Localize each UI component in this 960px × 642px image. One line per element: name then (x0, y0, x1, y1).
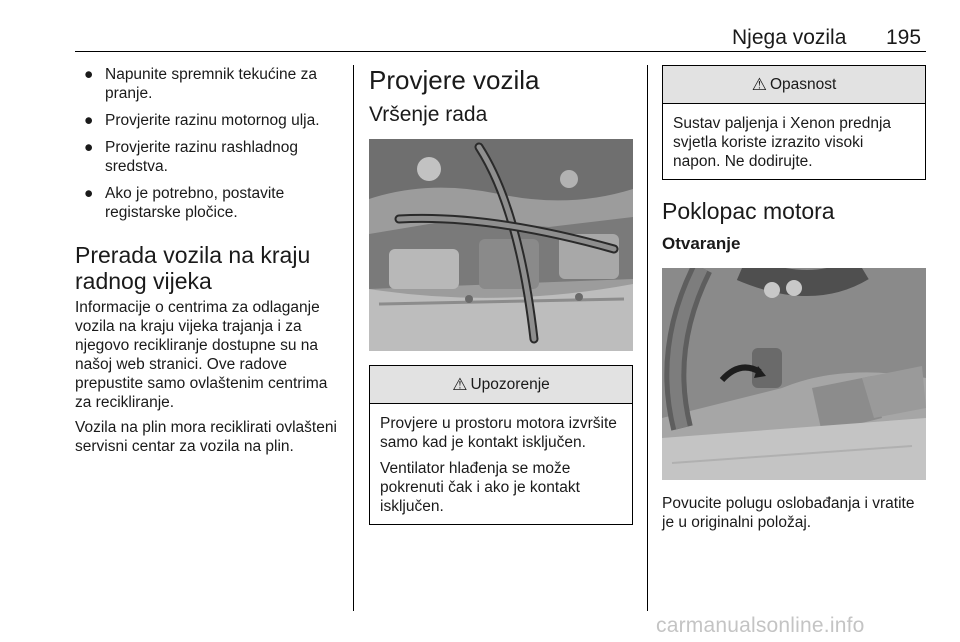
bullet-icon: ● (84, 139, 94, 156)
list-item (75, 111, 343, 130)
running-header-title: Njega vozila (732, 26, 847, 49)
list-item (75, 138, 343, 176)
list-item-text: Ako je potrebno, postavite registarske pločice. (105, 185, 285, 221)
list-item-text: Provjerite razinu rashladnog sredstva. (105, 139, 298, 175)
figure-caption: Povucite polugu oslobađanja i vratite je u originalni položaj. (662, 495, 915, 531)
subheading-opening: Otvaranje (662, 234, 741, 253)
warning-body (370, 404, 632, 524)
danger-body (663, 104, 925, 179)
warning-box (369, 365, 633, 525)
section-heading-engine-hood: Poklopac motora (662, 198, 835, 224)
warning-text: Ventilator hlađenja se može pokrenuti čak i ako je kontakt isključen. (380, 460, 580, 515)
engine-bay-crossed-out-icon (369, 139, 633, 351)
paragraph: Vozila na plin mora reciklirati ovlašteni servisni centar za vozila na plin. (75, 419, 337, 455)
section-heading-vehicle-checks: Provjere vozila (369, 65, 540, 95)
warning-header (370, 366, 632, 404)
bullet-icon: ● (84, 112, 94, 129)
column-middle (369, 65, 633, 525)
warning-text: Provjere u prostoru motora izvršite samo kad je kontakt isključen. (380, 415, 617, 451)
bullet-icon: ● (84, 185, 94, 202)
list-item-text: Provjerite razinu motornog ulja. (105, 112, 320, 129)
warning-triangle-icon: ⚠ (452, 375, 468, 394)
list-item (75, 65, 343, 103)
danger-header (663, 66, 925, 104)
warning-triangle-icon: ⚠ (751, 75, 767, 94)
danger-text: Sustav paljenja i Xenon prednja svjetla koriste izrazito visoki napon. Ne dodirujte. (673, 115, 892, 170)
warning-title: Upozorenje (470, 376, 550, 393)
list-item-text: Napunite spremnik tekućine za pranje. (105, 66, 317, 102)
column-right (662, 65, 926, 538)
danger-box (662, 65, 926, 180)
bullet-icon: ● (84, 66, 94, 83)
hood-release-lever-icon (662, 268, 926, 480)
column-divider (647, 65, 648, 611)
subheading-performing-work: Vršenje rada (369, 103, 488, 126)
header-rule (75, 51, 926, 52)
paragraph: Informacije o centrima za odlaganje vozila na kraju vijeka trajanja i za njegovo recikliranje dostupne su na našoj web stranici. Ove radove prepustite samo ovlaštenim centrima za recikliranje. (75, 299, 328, 411)
watermark: carmanualsonline.info (656, 614, 865, 637)
column-left (75, 65, 343, 462)
list-item (75, 184, 343, 222)
checklist (75, 65, 343, 222)
danger-title: Opasnost (769, 76, 837, 93)
column-divider (353, 65, 354, 611)
page-number: 195 (886, 26, 922, 49)
section-heading-recycling: Prerada vozila na kraju radnog vijeka (75, 242, 311, 294)
